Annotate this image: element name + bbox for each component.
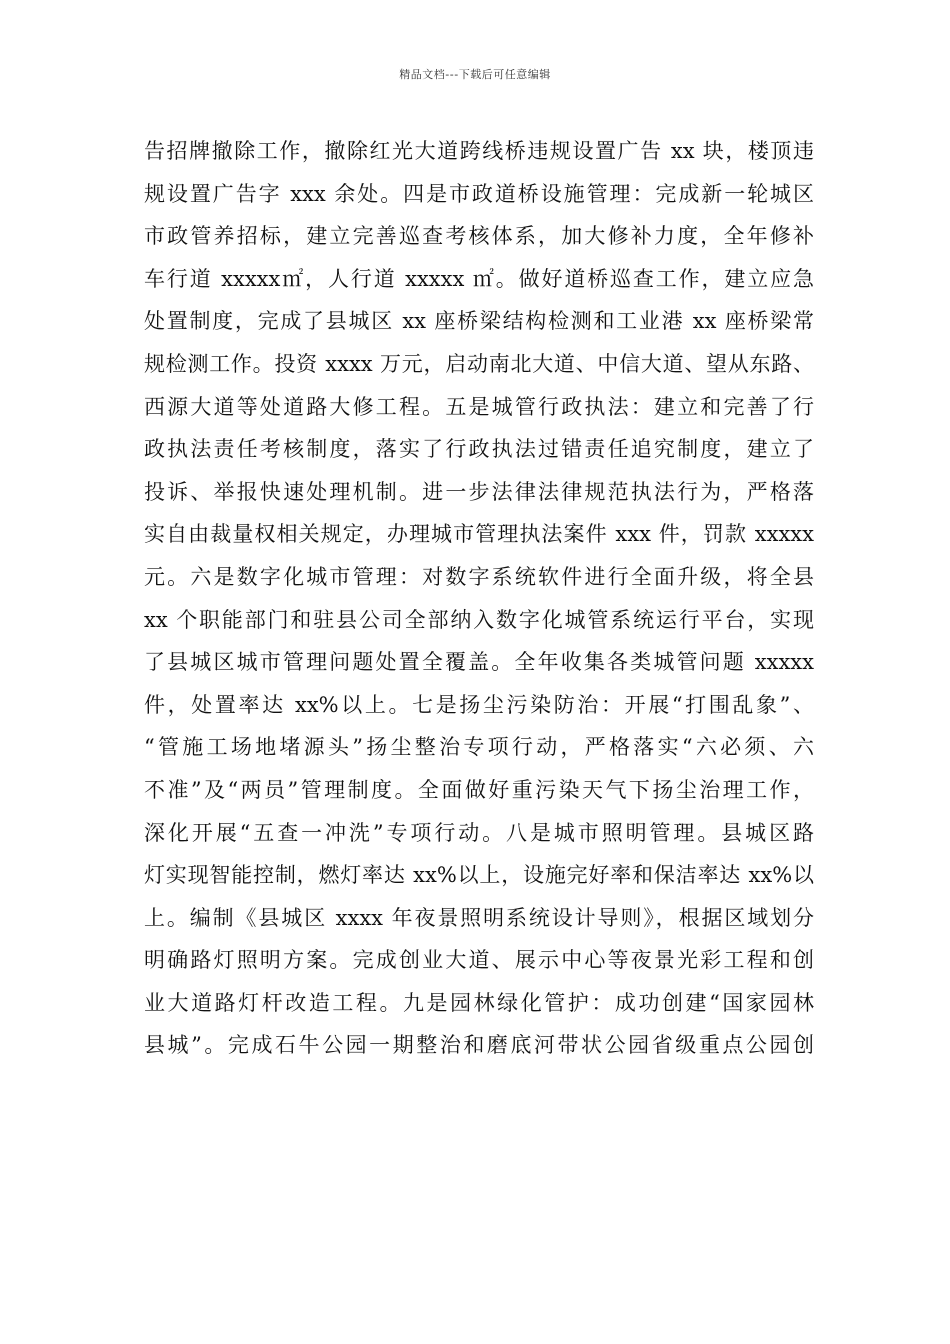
text-line: 灯实现智能控制，燃灯率达 xx%以上，设施完好率和保洁率达 xx%以 [144,863,814,888]
text-line: 规设置广告字 xxx 余处。四是市政道桥设施管理：完成新一轮城区 [144,181,814,206]
page-header: 精品文档---下载后可任意编辑 [399,68,551,81]
text-line: 市政管养招标，建立完善巡查考核体系，加大修补力度，全年修补 [144,224,814,249]
text-line: 业大道路灯杆改造工程。九是园林绿化管护：成功创建“国家园林 [144,990,814,1015]
text-line: 车行道 xxxxx㎡，人行道 xxxxx ㎡。做好道桥巡查工作，建立应急 [144,266,814,291]
text-line: “管施工场地堵源头”扬尘整治专项行动，严格落实“六必须、六 [144,735,814,760]
text-line: 政执法责任考核制度，落实了行政执法过错责任追究制度，建立了 [144,437,814,462]
text-line: 投诉、举报快速处理机制。进一步法律法律规范执法行为，严格落 [144,479,814,504]
text-line: xx 个职能部门和驻县公司全部纳入数字化城管系统运行平台，实现 [144,607,814,632]
text-line: 西源大道等处道路大修工程。五是城管行政执法：建立和完善了行 [144,394,814,419]
text-line: 元。六是数字化城市管理：对数字系统软件进行全面升级，将全县 [144,564,814,589]
text-line: 了县城区城市管理问题处置全覆盖。全年收集各类城管问题 xxxxx [144,650,814,675]
text-line: 上。编制《县城区 xxxx 年夜景照明系统设计导则》，根据区域划分 [144,905,814,930]
text-line: 明确路灯照明方案。完成创业大道、展示中心等夜景光彩工程和创 [144,948,814,973]
text-line: 实自由裁量权相关规定，办理城市管理执法案件 xxx 件，罚款 xxxxx [144,522,814,547]
body-text [144,130,814,1067]
text-line: 处置制度，完成了县城区 xx 座桥梁结构检测和工业港 xx 座桥梁常 [144,309,814,334]
text-line: 县城”。完成石牛公园一期整治和磨底河带状公园省级重点公园创 [144,1033,814,1058]
text-line: 件，处置率达 xx%以上。七是扬尘污染防治：开展“打围乱象”、 [144,692,814,717]
text-line: 告招牌撤除工作，撤除红光大道跨线桥违规设置广告 xx 块，楼顶违 [144,139,814,163]
text-line: 规检测工作。投资 xxxx 万元，启动南北大道、中信大道、望从东路、 [144,351,814,376]
text-line: 不准”及“两员”管理制度。全面做好重污染天气下扬尘治理工作， [144,777,814,802]
text-line: 深化开展“五查一冲洗”专项行动。八是城市照明管理。县城区路 [144,820,814,845]
